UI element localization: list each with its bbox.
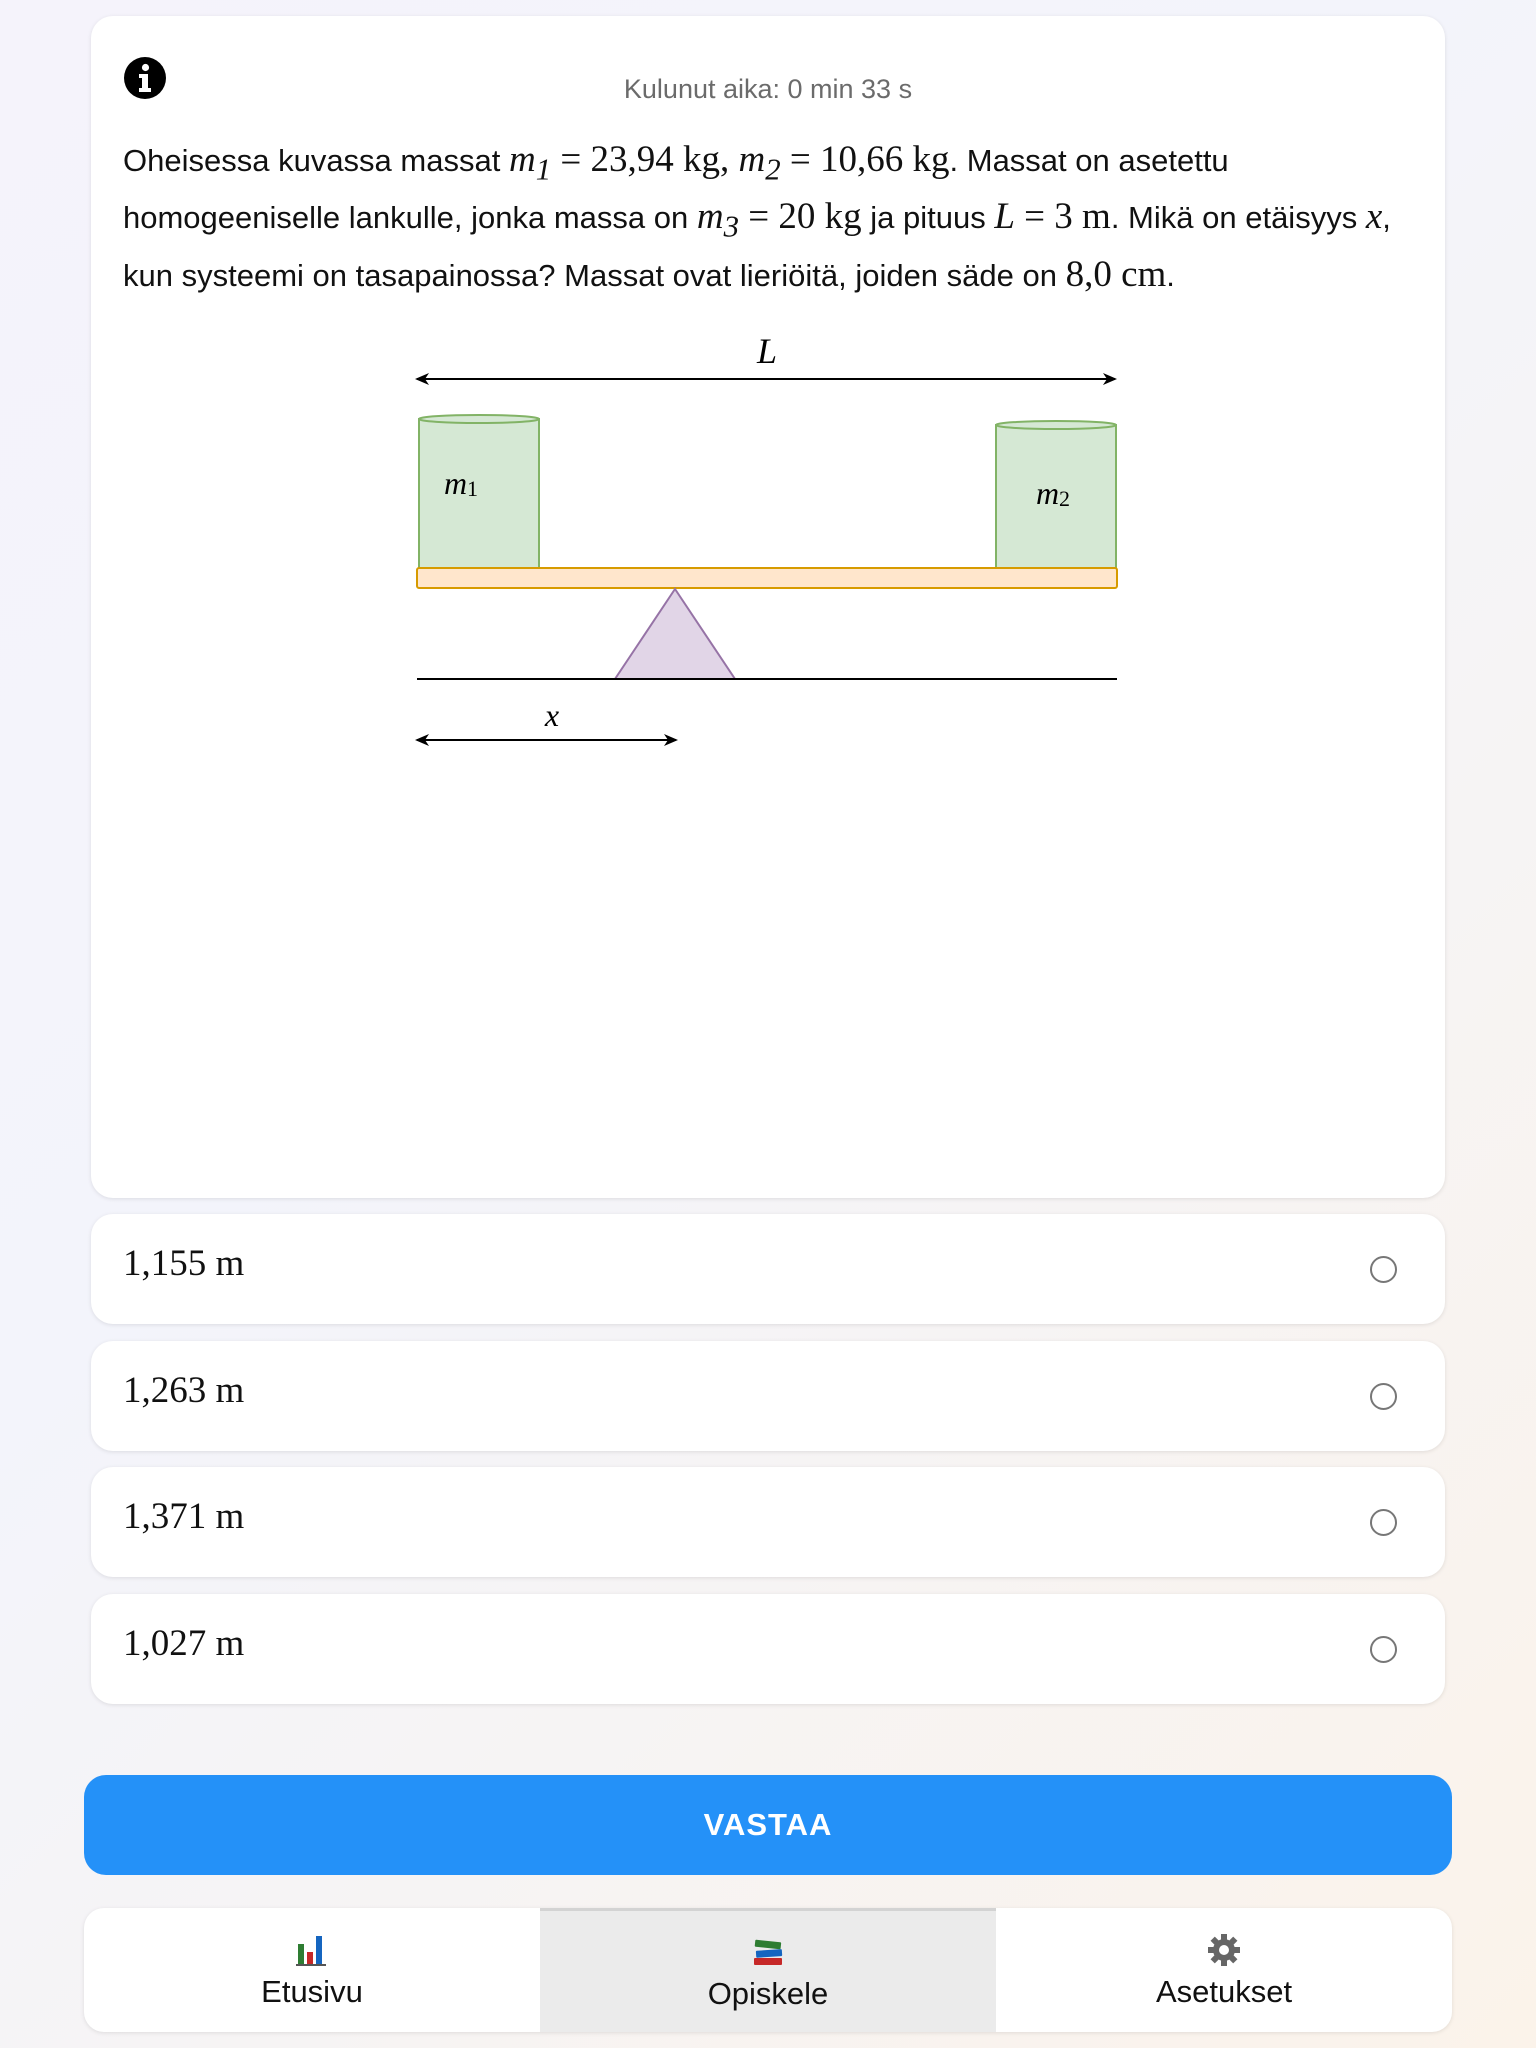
seesaw-diagram <box>91 16 1445 816</box>
radius-value: 8,0 cm <box>1065 253 1167 295</box>
question-text: Oheisessa kuvassa massat $m_1 = 23,94$ kg, $m_2 = 10,66$ kg. Massat on asetettu homogeeniselle lankulle, jonka massa on $m_3 = 20$ kg ja pituus L = 3 m. Mikä on etäisyys x, kun systeemi on tasapainossa? Massat ovat lieriöitä, joiden säde on 8,0 cm. <box>123 139 1391 295</box>
option-label: 1,371 m <box>123 1496 245 1537</box>
radio-button[interactable] <box>1370 1383 1397 1410</box>
m1-symbol: $m_1$ <box>508 139 552 187</box>
mass-1-cylinder <box>419 415 539 571</box>
mass-2-cylinder <box>996 421 1116 571</box>
nav-item-settings[interactable] <box>996 1908 1452 2032</box>
nav-item-study[interactable] <box>540 1908 996 2032</box>
radio-button[interactable] <box>1370 1509 1397 1536</box>
answer-option-4[interactable] <box>91 1594 1445 1704</box>
option-label: 1,155 m <box>123 1243 245 1284</box>
radio-button[interactable] <box>1370 1256 1397 1283</box>
nav-label: Asetukset <box>1155 1974 1293 2009</box>
nav-label: Etusivu <box>261 1974 363 2009</box>
bottom-nav <box>84 1908 1452 2032</box>
mass-1-label: m1 <box>443 465 479 501</box>
radio-button[interactable] <box>1370 1636 1397 1663</box>
fulcrum-triangle <box>615 589 735 679</box>
m2-symbol: $m_2$ <box>738 139 781 187</box>
gear-icon <box>1204 1930 1244 1970</box>
mass-2-label: m2 <box>1035 475 1071 511</box>
question-card <box>91 16 1445 1198</box>
submit-answer-button[interactable]: VASTAA <box>84 1775 1452 1875</box>
m3-symbol: $m_3$ <box>696 196 740 244</box>
answer-option-2[interactable] <box>91 1341 1445 1451</box>
nav-label: Opiskele <box>707 1975 829 2011</box>
option-label: 1,027 m <box>123 1623 245 1664</box>
books-icon <box>748 1932 788 1972</box>
option-label: 1,263 m <box>123 1370 245 1411</box>
x-symbol: x <box>1365 196 1383 238</box>
length-symbol: L <box>994 196 1015 238</box>
plank <box>417 568 1117 588</box>
elapsed-time: Kulunut aika: 0 min 33 s <box>623 74 913 104</box>
answer-option-1[interactable] <box>91 1214 1445 1324</box>
length-label: L <box>756 331 778 371</box>
nav-item-home[interactable] <box>84 1908 540 2032</box>
answer-option-3[interactable] <box>91 1467 1445 1577</box>
x-label: x <box>544 697 560 733</box>
bar-chart-icon <box>292 1930 332 1970</box>
